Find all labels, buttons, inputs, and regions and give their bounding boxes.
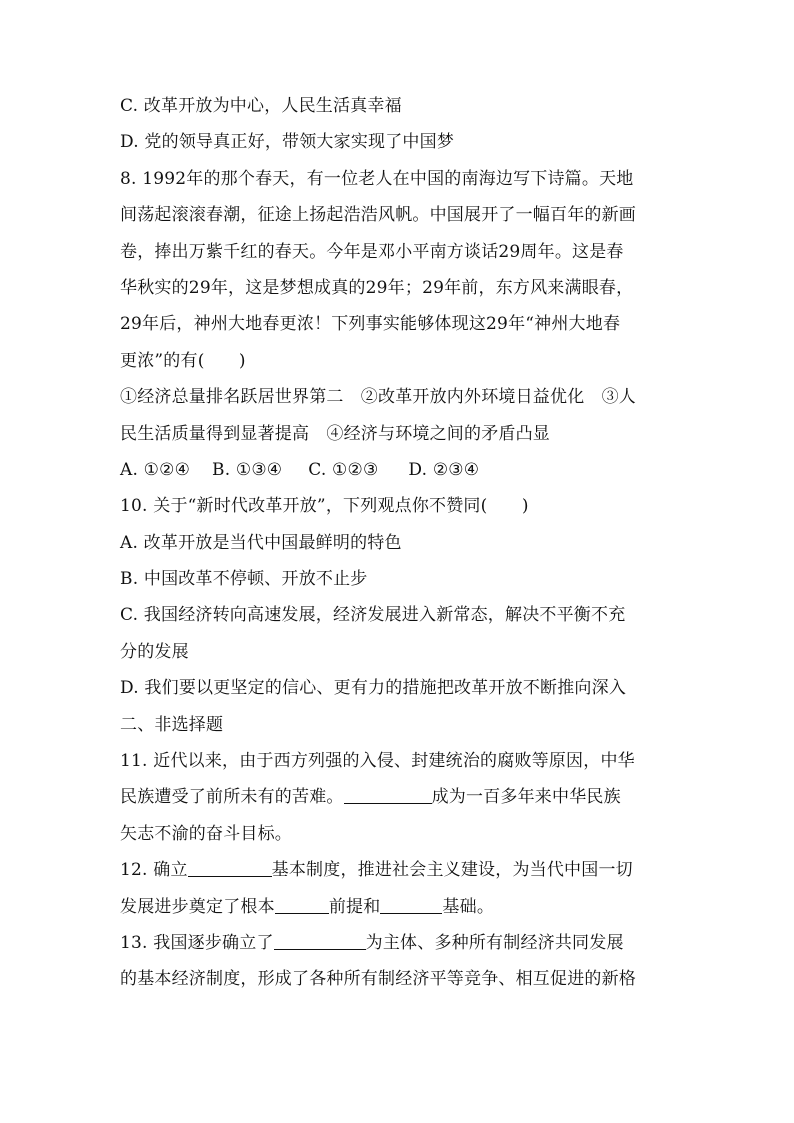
- option-d-line: D. 党的领导真正好，带领大家实现了中国梦: [120, 132, 455, 153]
- q12-text-3: 发展进步奠定了根本: [120, 896, 275, 917]
- question-8-statements-2: 民生活质量得到显著提高 ④经济与环境之间的矛盾凸显: [120, 423, 550, 444]
- q12-blank-2[interactable]: [275, 895, 329, 914]
- q10-option-d: D. 我们要以更坚定的信心、更有力的措施把改革开放不断推向深入: [120, 678, 627, 699]
- q12-blank-1[interactable]: [188, 858, 272, 877]
- q10-option-a: A. 改革开放是当代中国最鲜明的特色: [120, 532, 402, 553]
- q13-blank-1[interactable]: [274, 931, 366, 950]
- question-8-line-3: 卷，捧出万紫千红的春天。今年是邓小平南方谈话29周年。这是春: [120, 241, 624, 262]
- question-8-statements-1: ①经济总量排名跃居世界第二 ②改革开放内外环境日益优化 ③人: [120, 387, 636, 408]
- q12-text-4: 前提和: [328, 896, 381, 917]
- q12-text-5: 基础。: [442, 896, 495, 917]
- q11-text-before: 民族遭受了前所未有的苦难。: [120, 787, 344, 808]
- question-8-line-2: 间荡起滚滚春潮，征途上扬起浩浩风帆。中国展开了一幅百年的新画: [120, 205, 636, 226]
- question-8-line-6: 更浓”的有( ): [120, 350, 246, 371]
- q10-option-c-line-1: C. 我国经济转向高速发展，经济发展进入新常态，解决不平衡不充: [120, 605, 626, 626]
- q12-blank-3[interactable]: [380, 895, 442, 914]
- q8-option-c: C. ①②③: [308, 459, 379, 480]
- question-8-options: [120, 452, 680, 488]
- q11-answer-blank[interactable]: [344, 785, 432, 804]
- question-12-line-2: [120, 889, 680, 925]
- question-8-line-1: 8. 1992年的那个春天，有一位老人在中国的南海边写下诗篇。天地: [120, 168, 634, 189]
- document-page: [120, 88, 680, 998]
- question-12-line-1: [120, 852, 680, 888]
- q8-option-d: D. ②③④: [408, 459, 480, 480]
- q13-text-2: 为主体、多种所有制经济共同发展: [365, 932, 624, 953]
- q8-option-b: B. ①③④: [212, 459, 283, 480]
- question-13-line-1: [120, 925, 680, 961]
- question-8-line-5: 29年后，神州大地春更浓！下列事实能够体现这29年“神州大地春: [120, 314, 621, 335]
- q13-text-1: 13. 我国逐步确立了: [120, 932, 274, 953]
- q10-option-b: B. 中国改革不停顿、开放不止步: [120, 569, 368, 590]
- question-11-line-3: 矢志不渝的奋斗目标。: [120, 823, 292, 844]
- question-13-line-2: 的基本经济制度，形成了各种所有制经济平等竞争、相互促进的新格: [120, 969, 636, 990]
- q12-text-2: 基本制度，推进社会主义建设，为当代中国一切: [271, 860, 633, 881]
- q10-option-c-line-2: 分的发展: [120, 641, 189, 662]
- option-c-line: C. 改革开放为中心，人民生活真幸福: [120, 96, 402, 116]
- question-11-line-1: 11. 近代以来，由于西方列强的入侵、封建统治的腐败等原因，中华: [120, 751, 635, 772]
- section-heading: 二、非选择题: [120, 714, 224, 735]
- question-11-line-2: [120, 779, 680, 815]
- q8-option-a: A. ①②④: [120, 459, 191, 480]
- question-8-line-4: 华秋实的29年，这是梦想成真的29年；29年前，东方风来满眼春，: [120, 277, 634, 298]
- q12-text-1: 12. 确立: [120, 860, 188, 881]
- q11-text-after: 成为一百多年来中华民族: [431, 787, 621, 808]
- question-10-stem: 10. 关于“新时代改革开放”，下列观点你不赞同( ): [120, 496, 529, 517]
